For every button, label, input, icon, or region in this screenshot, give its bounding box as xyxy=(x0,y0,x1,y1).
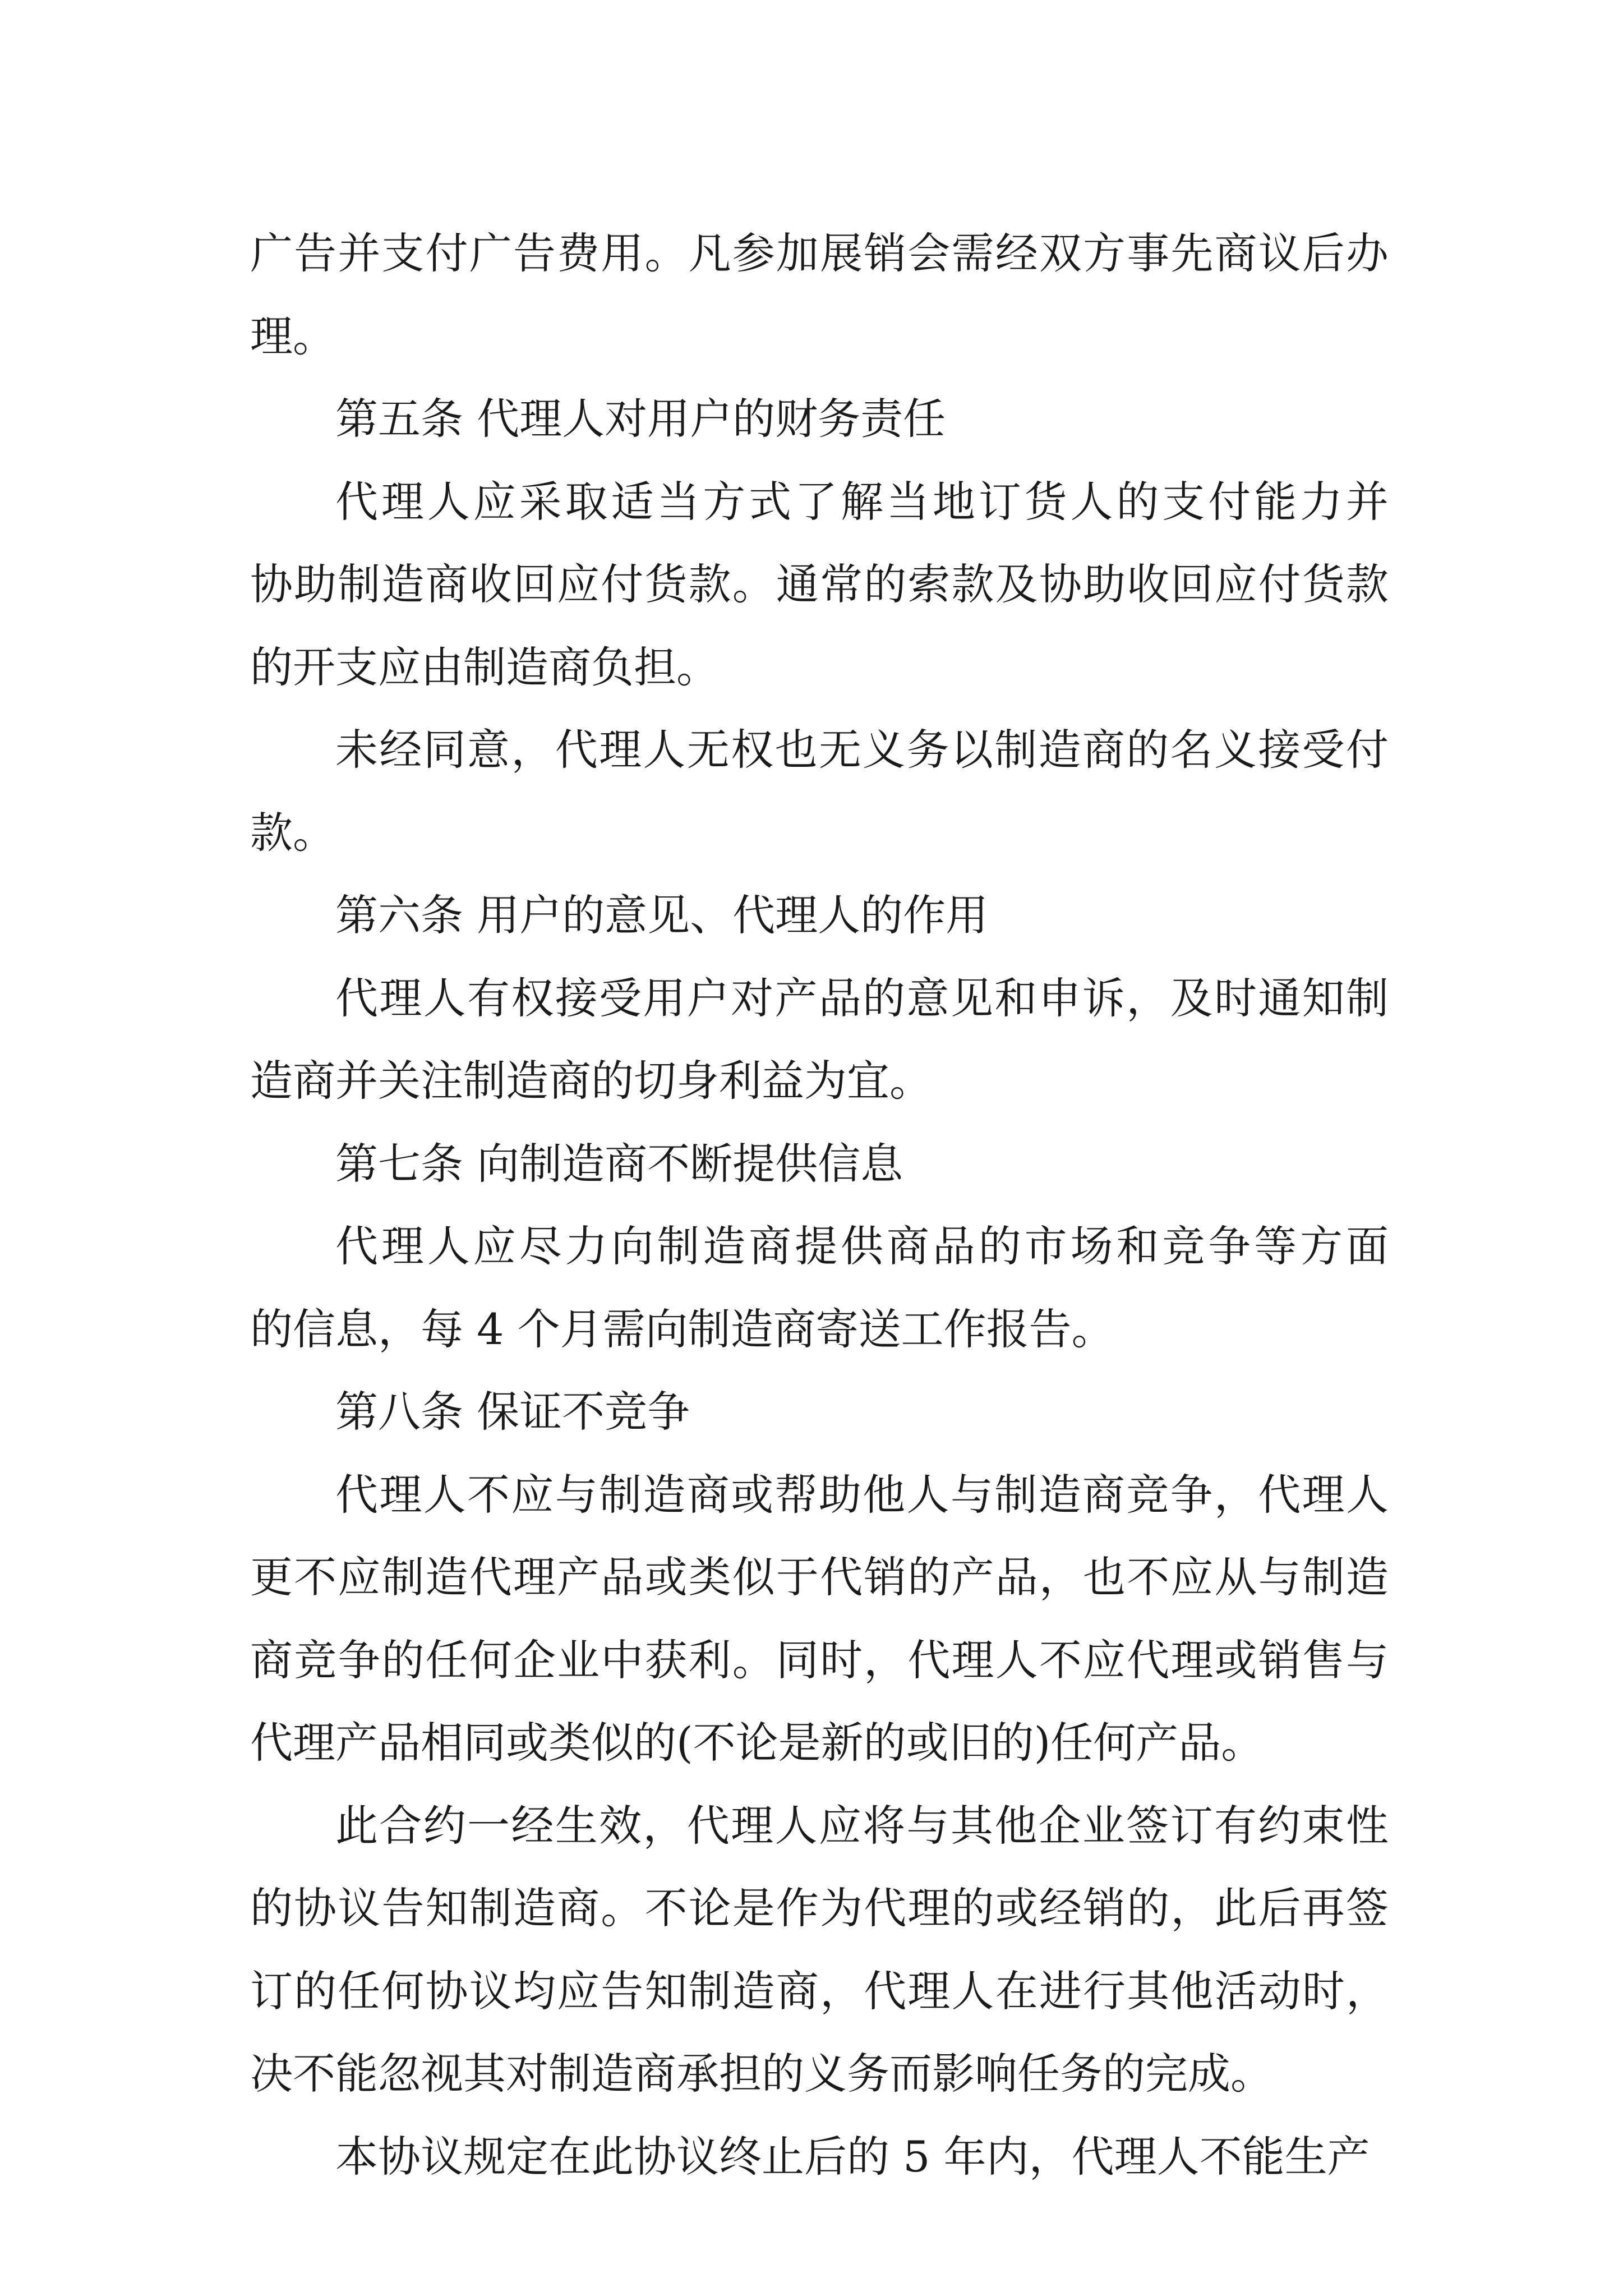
text-line: 商竞争的任何企业中获利。同时，代理人不应代理或销售与 xyxy=(250,1635,1389,1685)
heading-article-7 xyxy=(250,1122,1389,1205)
text-line: 款。 xyxy=(250,807,335,858)
paragraph-article-6 xyxy=(250,957,1389,1122)
text-line: 协助制造商收回应付货款。通常的索款及协助收回应付货款 xyxy=(250,559,1389,609)
paragraph-article-5-payment xyxy=(250,708,1389,874)
heading-text: 第七条 向制造商不断提供信息 xyxy=(335,1138,903,1189)
paragraph-article-8-competition xyxy=(250,1453,1389,1784)
text-line: 广告并支付广告费用。凡参加展销会需经双方事先商议后办 xyxy=(250,228,1389,278)
heading-text: 第八条 保证不竞争 xyxy=(335,1387,690,1437)
heading-text: 第五条 代理人对用户的财务责任 xyxy=(335,394,946,444)
paragraph-article-7 xyxy=(250,1205,1389,1370)
text-line: 决不能忽视其对制造商承担的义务而影响任务的完成。 xyxy=(250,2049,1273,2099)
text-line: 代理人有权接受用户对产品的意见和申诉，及时通知制 xyxy=(335,973,1389,1023)
heading-text: 第六条 用户的意见、代理人的作用 xyxy=(335,890,989,940)
text-line: 代理人应采取适当方式了解当地订货人的支付能力并 xyxy=(335,476,1389,527)
text-line: 代理人应尽力向制造商提供商品的市场和竞争等方面 xyxy=(335,1221,1389,1271)
text-line: 此合约一经生效，代理人应将与其他企业签订有约束性 xyxy=(335,1800,1389,1851)
text-line: 的信息，每 4 个月需向制造商寄送工作报告。 xyxy=(250,1304,1114,1354)
paragraph-article-5-financial xyxy=(250,461,1389,709)
text-line: 代理人不应与制造商或帮助他人与制造商竞争，代理人 xyxy=(335,1469,1389,1520)
document-body xyxy=(250,212,1389,2198)
text-line: 未经同意，代理人无权也无义务以制造商的名义接受付 xyxy=(335,725,1389,775)
text-line: 订的任何协议均应告知制造商，代理人在进行其他活动时， xyxy=(250,1966,1389,2016)
text-line: 更不应制造代理产品或类似于代销的产品，也不应从与制造 xyxy=(250,1552,1389,1602)
text-line: 的开支应由制造商负担。 xyxy=(250,642,719,692)
heading-article-5 xyxy=(250,378,1389,461)
heading-article-6 xyxy=(250,874,1389,957)
heading-article-8 xyxy=(250,1370,1389,1453)
text-line: 本协议规定在此协议终止后的 5 年内，代理人不能生产 xyxy=(335,2131,1370,2182)
paragraph-article-8-agreements xyxy=(250,1784,1389,2115)
paragraph-article-8-term xyxy=(250,2115,1389,2198)
paragraph-ad-expenses xyxy=(250,212,1389,378)
text-line: 代理产品相同或类似的(不论是新的或旧的)任何产品。 xyxy=(250,1718,1264,1768)
text-line: 造商并关注制造商的切身利益为宜。 xyxy=(250,1056,932,1106)
text-line: 理。 xyxy=(250,311,335,361)
text-line: 的协议告知制造商。不论是作为代理的或经销的，此后再签 xyxy=(250,1883,1389,1933)
